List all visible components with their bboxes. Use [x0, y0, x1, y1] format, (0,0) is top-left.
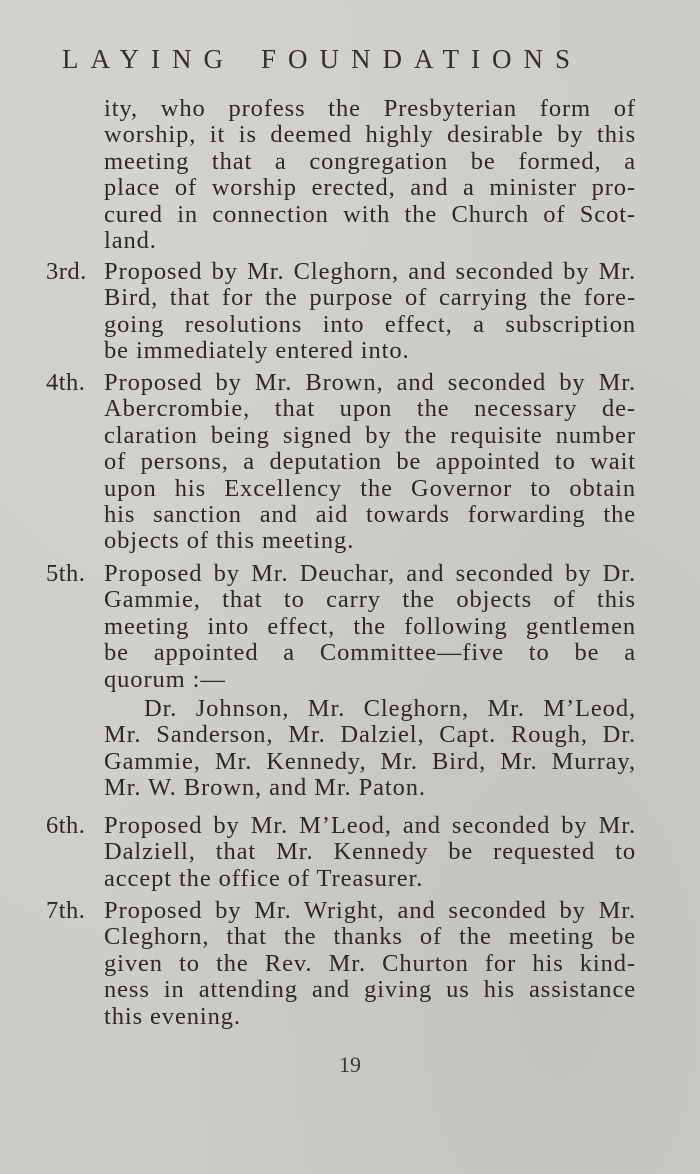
text-line: quorum :— — [104, 665, 226, 693]
resolution-number: 3rd. — [46, 258, 87, 285]
resolution-number: 4th. — [46, 369, 86, 396]
text-line: upon his Excellency the Governor to obtain — [104, 474, 636, 502]
text-line: place of worship erected, and a minister pro- — [104, 174, 636, 202]
text-line: Gammie, Mr. Kennedy, Mr. Bird, Mr. Murray, — [104, 747, 636, 775]
text-line: his sanction and aid towards forwarding the — [104, 501, 636, 529]
text-line: Proposed by Mr. Brown, and seconded by Mr. — [104, 369, 636, 396]
resolution-3 — [104, 259, 636, 365]
text-line: be immediately entered into. — [104, 337, 410, 365]
text-line: Cleghorn, that the thanks of the meeting be — [104, 923, 636, 951]
text-line: cured in connection with the Church of Scot- — [104, 200, 636, 228]
text-line: accept the office of Treasurer. — [104, 864, 424, 892]
text-line: be appointed a Committee—five to be a — [104, 639, 636, 667]
resolution-number: 5th. — [46, 560, 86, 587]
running-head — [62, 44, 622, 75]
running-head-word-1: LAYING — [62, 44, 235, 74]
resolution-6 — [104, 813, 636, 892]
running-head-word-2: FOUNDATIONS — [261, 44, 583, 74]
text-line: going resolutions into effect, a subscription — [104, 310, 636, 338]
text-line: given to the Rev. Mr. Churton for his kind- — [104, 949, 636, 977]
text-line: Mr. Sanderson, Mr. Dalziel, Capt. Rough, Dr. — [104, 721, 636, 749]
text-line: Gammie, that to carry the objects of this — [104, 586, 636, 614]
resolution-number: 6th. — [46, 812, 86, 839]
committee-list — [104, 696, 636, 802]
text-line: land. — [104, 227, 157, 255]
text-line: Mr. W. Brown, and Mr. Paton. — [104, 774, 426, 802]
text-line: this evening. — [104, 1002, 241, 1030]
text-line: meeting into effect, the following gentlemen — [104, 612, 636, 640]
text-line: ness in attending and giving us his assistance — [104, 976, 636, 1004]
text-line: Proposed by Mr. Deuchar, and seconded by Dr. — [104, 560, 636, 587]
text-line: Dalziell, that Mr. Kennedy be requested to — [104, 838, 636, 866]
text-line: Bird, that for the purpose of carrying the fore- — [104, 284, 636, 312]
continuation-paragraph — [104, 96, 636, 254]
text-line: Dr. Johnson, Mr. Cleghorn, Mr. M’Leod, — [144, 695, 636, 722]
text-line: objects of this meeting. — [104, 527, 355, 555]
text-line: Abercrombie, that upon the necessary de- — [104, 395, 636, 423]
text-line: of persons, a deputation be appointed to wait — [104, 448, 636, 476]
page-number: 19 — [339, 1052, 361, 1077]
resolution-5 — [104, 561, 636, 693]
text-line: worship, it is deemed highly desirable by this — [104, 121, 636, 149]
text-line: ity, who profess the Presbyterian form of — [104, 95, 636, 122]
text-line: Proposed by Mr. Cleghorn, and seconded by Mr. — [104, 258, 636, 285]
text-line: Proposed by Mr. Wright, and seconded by Mr. — [104, 897, 636, 924]
text-line: Proposed by Mr. M’Leod, and seconded by Mr. — [104, 812, 636, 839]
text-line: meeting that a congregation be formed, a — [104, 147, 636, 175]
resolution-number: 7th. — [46, 897, 86, 924]
resolution-4 — [104, 370, 636, 555]
text-line: claration being signed by the requisite number — [104, 421, 636, 449]
resolution-7 — [104, 898, 636, 1030]
